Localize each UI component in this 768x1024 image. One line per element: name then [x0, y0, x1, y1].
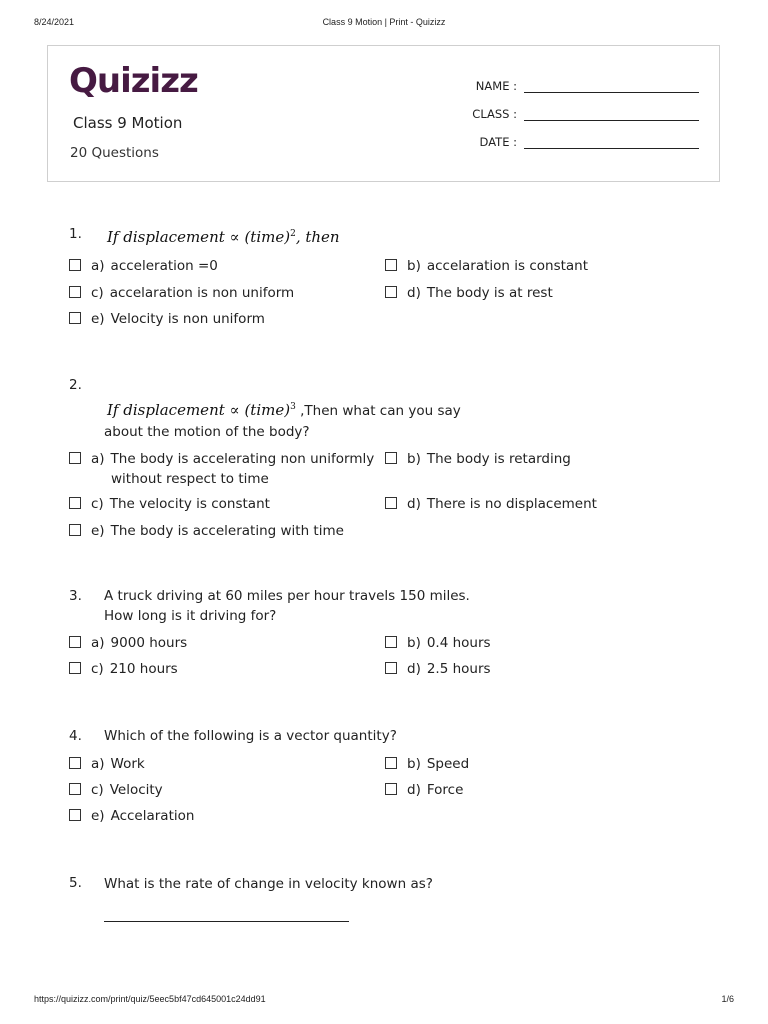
checkbox[interactable] — [385, 452, 397, 464]
answer-line[interactable] — [104, 921, 349, 922]
question-count: 20 Questions — [70, 145, 159, 161]
checkbox[interactable] — [69, 783, 81, 795]
option-b[interactable]: b) Speed — [385, 754, 469, 774]
option-a[interactable]: a) Work — [69, 754, 145, 774]
class-label: CLASS : — [472, 107, 517, 121]
option-e[interactable]: e) The body is accelerating with time — [69, 521, 344, 541]
checkbox[interactable] — [385, 259, 397, 271]
option-c[interactable]: c) The velocity is constant — [69, 494, 270, 514]
checkbox[interactable] — [69, 809, 81, 821]
option-a[interactable]: a) 9000 hours — [69, 633, 187, 653]
quizizz-logo-text: Quizizz — [69, 62, 198, 100]
page-number: 1/6 — [721, 994, 734, 1004]
checkbox[interactable] — [69, 452, 81, 464]
question-number: 1. — [69, 226, 82, 242]
checkbox[interactable] — [385, 662, 397, 674]
question-text-line2: about the motion of the body? — [104, 424, 310, 440]
option-b[interactable]: b) accelaration is constant — [385, 256, 588, 276]
question-text: What is the rate of change in velocity known as? — [104, 876, 433, 892]
checkbox[interactable] — [69, 497, 81, 509]
quizizz-logo — [69, 62, 204, 104]
option-c[interactable]: c) accelaration is non uniform — [69, 283, 294, 303]
option-a[interactable]: a) The body is accelerating non uniformly — [69, 449, 374, 469]
option-c[interactable]: c) 210 hours — [69, 659, 178, 679]
question-text: Which of the following is a vector quantity? — [104, 728, 397, 744]
checkbox[interactable] — [385, 497, 397, 509]
checkbox[interactable] — [385, 783, 397, 795]
checkbox[interactable] — [69, 286, 81, 298]
print-title: Class 9 Motion | Print - Quizizz — [322, 17, 446, 27]
math-expression: If displacement ∝ (time)$^2$, then — [107, 228, 340, 246]
name-field-row — [457, 75, 699, 93]
option-d[interactable]: d) 2.5 hours — [385, 659, 491, 679]
question-number: 3. — [69, 588, 82, 604]
class-field-row — [457, 103, 699, 121]
checkbox[interactable] — [385, 757, 397, 769]
date-label: DATE : — [479, 135, 517, 149]
option-e[interactable]: e) Accelaration — [69, 806, 194, 826]
question-text — [107, 224, 340, 248]
print-url: https://quizizz.com/print/quiz/5eec5bf47cd645001c24dd91 — [34, 994, 266, 1004]
option-d[interactable]: d) The body is at rest — [385, 283, 553, 303]
option-a-continuation: without respect to time — [111, 471, 269, 487]
checkbox[interactable] — [69, 312, 81, 324]
question-text: If displacement ∝ (time)$^3$ ,Then what can you say — [107, 401, 461, 419]
option-b[interactable]: b) The body is retarding — [385, 449, 571, 469]
question-text-line2: How long is it driving for? — [104, 608, 277, 624]
math-expression: If displacement ∝ (time)$^3$ — [107, 401, 296, 419]
question-number: 2. — [69, 377, 82, 393]
option-d[interactable]: d) There is no displacement — [385, 494, 597, 514]
option-a[interactable]: a) acceleration =0 — [69, 256, 218, 276]
option-b[interactable]: b) 0.4 hours — [385, 633, 491, 653]
checkbox[interactable] — [69, 662, 81, 674]
option-e[interactable]: e) Velocity is non uniform — [69, 309, 265, 329]
question-text: A truck driving at 60 miles per hour travels 150 miles. — [104, 588, 470, 604]
name-line[interactable] — [524, 80, 699, 93]
date-line[interactable] — [524, 136, 699, 149]
checkbox[interactable] — [385, 286, 397, 298]
checkbox[interactable] — [385, 636, 397, 648]
class-line[interactable] — [524, 108, 699, 121]
option-c[interactable]: c) Velocity — [69, 780, 163, 800]
quiz-title: Class 9 Motion — [73, 114, 183, 132]
checkbox[interactable] — [69, 524, 81, 536]
print-date: 8/24/2021 — [34, 17, 75, 27]
checkbox[interactable] — [69, 259, 81, 271]
name-label: NAME : — [475, 79, 517, 93]
question-number: 5. — [69, 875, 82, 891]
date-field-row — [457, 131, 699, 149]
quizizz-logo-icon — [69, 62, 204, 100]
checkbox[interactable] — [69, 636, 81, 648]
option-d[interactable]: d) Force — [385, 780, 463, 800]
checkbox[interactable] — [69, 757, 81, 769]
question-number: 4. — [69, 728, 82, 744]
quiz-header-card — [47, 45, 720, 182]
